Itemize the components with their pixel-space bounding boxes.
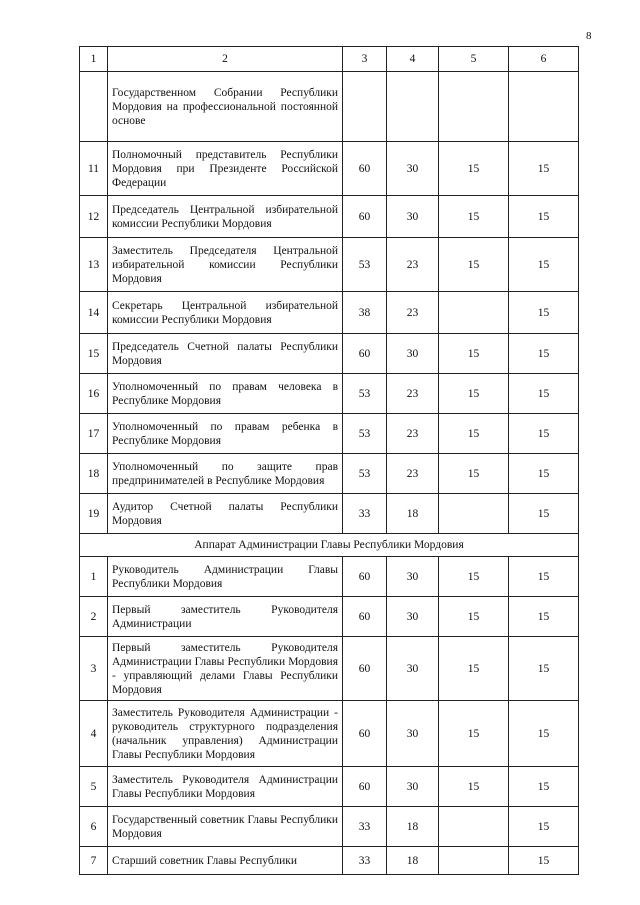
column-header: 4 (387, 47, 439, 72)
row-number: 3 (80, 637, 108, 701)
table-row (80, 374, 579, 414)
value-col-3: 33 (343, 807, 387, 847)
value-col-4: 18 (387, 847, 439, 875)
value-col-3: 60 (343, 557, 387, 597)
value-col-5: 15 (439, 196, 509, 238)
value-col-3: 60 (343, 767, 387, 807)
value-col-4: 30 (387, 334, 439, 374)
row-number: 11 (80, 142, 108, 196)
value-col-6 (509, 72, 579, 142)
table-header-row (80, 47, 579, 72)
table-row (80, 847, 579, 875)
table-row (80, 494, 579, 534)
value-col-4: 23 (387, 454, 439, 494)
value-col-3: 33 (343, 494, 387, 534)
value-col-4: 30 (387, 637, 439, 701)
value-col-5: 15 (439, 374, 509, 414)
value-col-5 (439, 494, 509, 534)
row-number: 12 (80, 196, 108, 238)
value-col-5: 15 (439, 557, 509, 597)
value-col-5: 15 (439, 701, 509, 767)
column-header: 5 (439, 47, 509, 72)
value-col-6: 15 (509, 494, 579, 534)
section-title: Аппарат Администрации Главы Республики Мордовия (80, 534, 579, 557)
position-title: Аудитор Счетной палаты Республики Мордовия (108, 494, 343, 534)
value-col-3: 33 (343, 847, 387, 875)
table-row (80, 238, 579, 292)
value-col-4 (387, 72, 439, 142)
position-title: Заместитель Руководителя Администрации - руководитель структурного подразделения (начальник управления) Администрации Главы Республики Мордовия (108, 701, 343, 767)
value-col-6: 15 (509, 767, 579, 807)
value-col-6: 15 (509, 637, 579, 701)
value-col-6: 15 (509, 454, 579, 494)
table-row (80, 292, 579, 334)
value-col-6: 15 (509, 334, 579, 374)
row-number: 2 (80, 597, 108, 637)
value-col-5 (439, 292, 509, 334)
table-row (80, 414, 579, 454)
value-col-6: 15 (509, 847, 579, 875)
value-col-6: 15 (509, 142, 579, 196)
value-col-5: 15 (439, 142, 509, 196)
value-col-3: 60 (343, 637, 387, 701)
value-col-3: 53 (343, 238, 387, 292)
value-col-6: 15 (509, 292, 579, 334)
row-number: 17 (80, 414, 108, 454)
value-col-5: 15 (439, 637, 509, 701)
value-col-6: 15 (509, 414, 579, 454)
value-col-4: 30 (387, 142, 439, 196)
value-col-4: 30 (387, 597, 439, 637)
value-col-4: 23 (387, 238, 439, 292)
table-row (80, 72, 579, 142)
table-row (80, 807, 579, 847)
row-number: 7 (80, 847, 108, 875)
position-title: Государственном Собрании Республики Мордовия на профессиональной постоянной основе (108, 72, 343, 142)
value-col-4: 18 (387, 807, 439, 847)
value-col-3: 60 (343, 142, 387, 196)
value-col-5: 15 (439, 454, 509, 494)
value-col-6: 15 (509, 557, 579, 597)
table-row (80, 701, 579, 767)
value-col-4: 23 (387, 292, 439, 334)
value-col-3: 60 (343, 597, 387, 637)
table-row (80, 557, 579, 597)
position-title: Первый заместитель Руководителя Администрации (108, 597, 343, 637)
row-number: 4 (80, 701, 108, 767)
table-row (80, 142, 579, 196)
value-col-5 (439, 807, 509, 847)
column-header: 3 (343, 47, 387, 72)
row-number: 16 (80, 374, 108, 414)
value-col-4: 30 (387, 701, 439, 767)
value-col-5: 15 (439, 767, 509, 807)
row-number: 5 (80, 767, 108, 807)
value-col-5: 15 (439, 597, 509, 637)
position-title: Председатель Счетной палаты Республики Мордовия (108, 334, 343, 374)
value-col-6: 15 (509, 701, 579, 767)
table-row (80, 196, 579, 238)
value-col-5 (439, 72, 509, 142)
column-header: 1 (80, 47, 108, 72)
value-col-6: 15 (509, 597, 579, 637)
position-title: Председатель Центральной избирательной комиссии Республики Мордовия (108, 196, 343, 238)
value-col-3: 53 (343, 374, 387, 414)
value-col-3: 60 (343, 196, 387, 238)
value-col-5: 15 (439, 334, 509, 374)
position-title: Руководитель Администрации Главы Республики Мордовия (108, 557, 343, 597)
position-title: Старший советник Главы Республики (108, 847, 343, 875)
value-col-3: 53 (343, 454, 387, 494)
position-title: Полномочный представитель Республики Мордовия при Президенте Российской Федерации (108, 142, 343, 196)
section-row (80, 534, 579, 557)
value-col-5: 15 (439, 414, 509, 454)
value-col-4: 23 (387, 374, 439, 414)
value-col-4: 23 (387, 414, 439, 454)
position-title: Заместитель Председателя Центральной избирательной комиссии Республики Мордовия (108, 238, 343, 292)
position-title: Первый заместитель Руководителя Администрации Главы Республики Мордовия - управляющий делами Главы Республики Мордовия (108, 637, 343, 701)
value-col-6: 15 (509, 238, 579, 292)
row-number: 18 (80, 454, 108, 494)
position-title: Уполномоченный по защите прав предпринимателей в Республике Мордовия (108, 454, 343, 494)
value-col-4: 30 (387, 557, 439, 597)
column-header: 6 (509, 47, 579, 72)
value-col-6: 15 (509, 807, 579, 847)
value-col-6: 15 (509, 374, 579, 414)
row-number (80, 72, 108, 142)
position-title: Уполномоченный по правам человека в Республике Мордовия (108, 374, 343, 414)
position-title: Государственный советник Главы Республики Мордовия (108, 807, 343, 847)
row-number: 13 (80, 238, 108, 292)
value-col-3: 60 (343, 701, 387, 767)
column-header: 2 (108, 47, 343, 72)
value-col-3: 53 (343, 414, 387, 454)
row-number: 15 (80, 334, 108, 374)
allowance-table (79, 46, 579, 875)
value-col-5 (439, 847, 509, 875)
row-number: 6 (80, 807, 108, 847)
row-number: 14 (80, 292, 108, 334)
table-row (80, 767, 579, 807)
position-title: Уполномоченный по правам ребенка в Республике Мордовия (108, 414, 343, 454)
value-col-3 (343, 72, 387, 142)
table-row (80, 454, 579, 494)
table-row (80, 334, 579, 374)
table-row (80, 637, 579, 701)
value-col-6: 15 (509, 196, 579, 238)
row-number: 19 (80, 494, 108, 534)
position-title: Секретарь Центральной избирательной комиссии Республики Мордовия (108, 292, 343, 334)
table-row (80, 597, 579, 637)
position-title: Заместитель Руководителя Администрации Главы Республики Мордовия (108, 767, 343, 807)
value-col-4: 30 (387, 767, 439, 807)
value-col-4: 30 (387, 196, 439, 238)
value-col-3: 60 (343, 334, 387, 374)
page-number: 8 (586, 30, 592, 42)
value-col-5: 15 (439, 238, 509, 292)
value-col-4: 18 (387, 494, 439, 534)
value-col-3: 38 (343, 292, 387, 334)
row-number: 1 (80, 557, 108, 597)
